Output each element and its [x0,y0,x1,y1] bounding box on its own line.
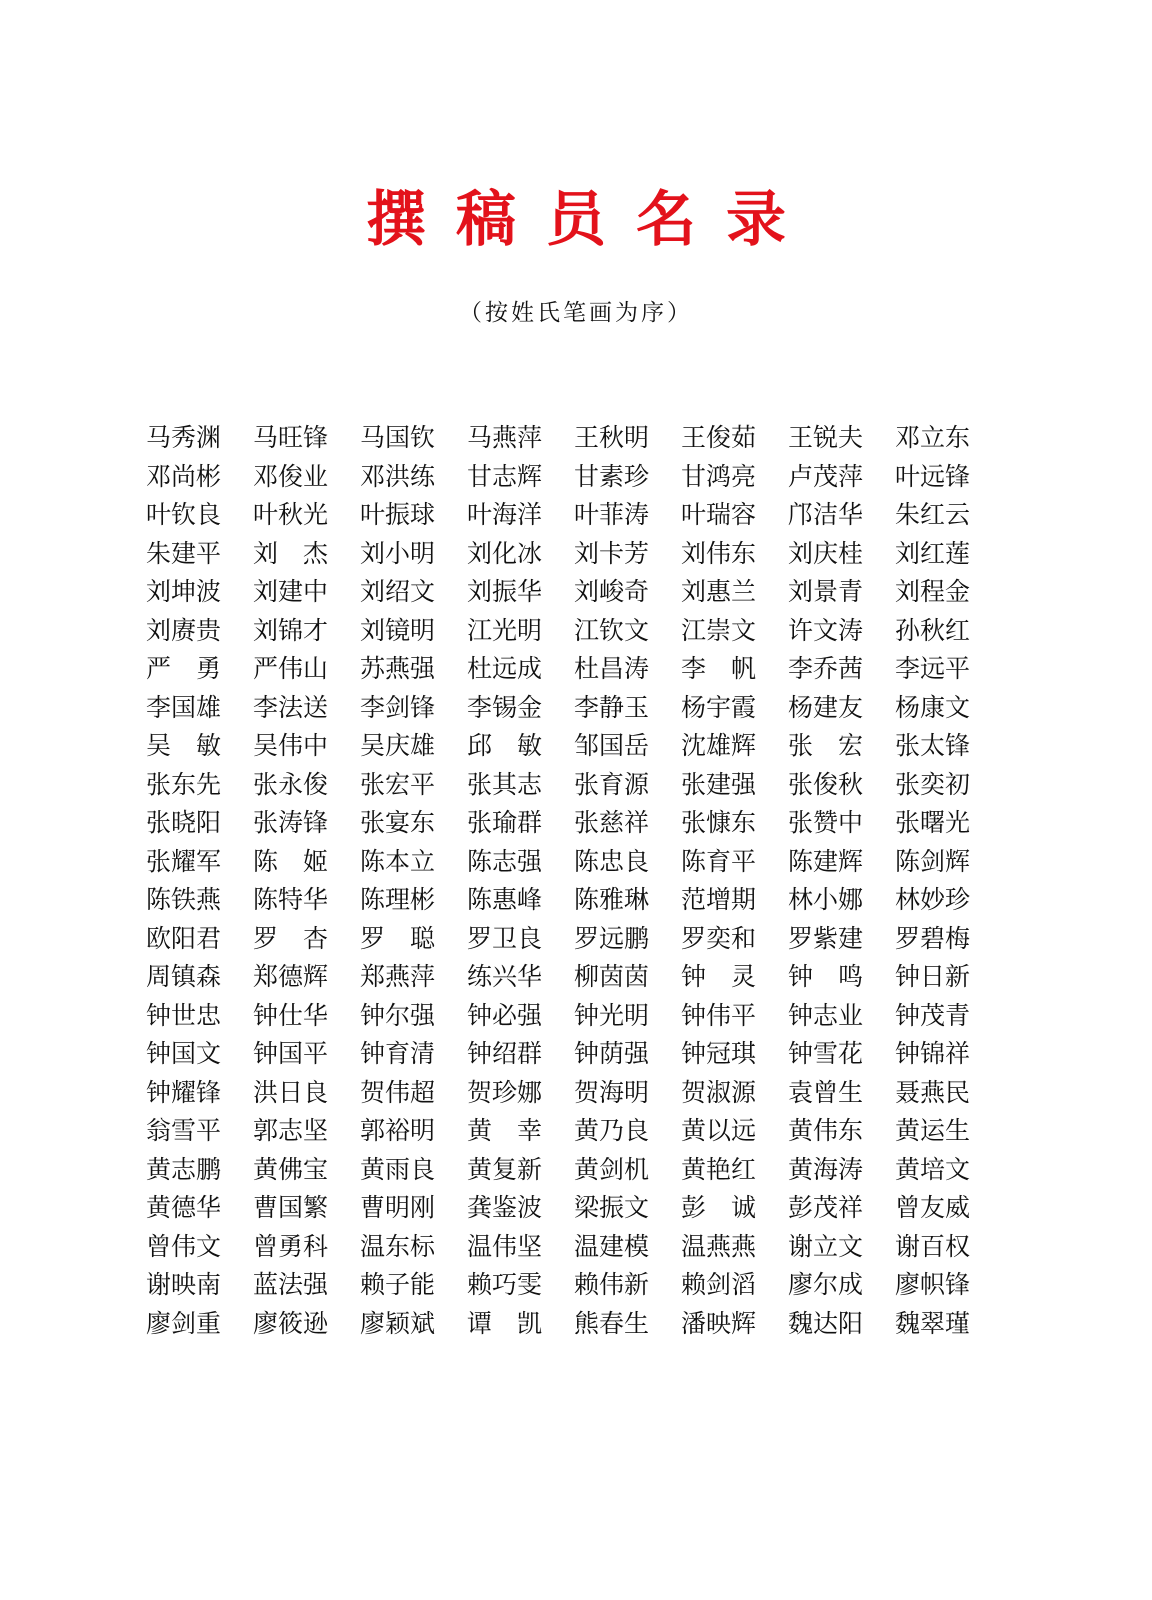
contributor-name: 钟耀锋 [146,1077,222,1107]
contributor-name: 曹国繁 [253,1193,329,1222]
contributor-name: 张宏平 [360,769,436,799]
contributor-name: 张 宏 [788,731,864,760]
contributor-name: 严 勇 [146,654,222,683]
contributor-name: 罗 杏 [253,923,329,953]
contributor-name: 叶钦良 [146,500,222,529]
contributor-name: 张建强 [681,769,757,799]
contributor-name: 陈育平 [681,846,757,876]
contributor-name: 马国钦 [360,423,436,452]
contributor-name: 陈铁燕 [146,885,222,914]
contributor-name: 苏燕强 [360,654,436,683]
contributor-name: 张东先 [146,769,222,799]
contributor-name: 张耀军 [146,846,222,876]
contributor-name: 叶振球 [360,500,436,529]
contributor-name: 张瑜群 [467,808,543,837]
contributor-name: 熊春生 [574,1308,650,1338]
contributor-name: 黄雨良 [360,1154,436,1184]
contributor-name: 贺海明 [574,1077,650,1107]
contributor-name: 钟锦祥 [895,1039,971,1068]
contributor-name: 甘素珍 [574,461,650,491]
contributor-name: 张曙光 [895,808,971,837]
contributor-name: 杨建友 [788,692,864,722]
contributor-name: 蓝法强 [253,1270,329,1299]
contributor-name: 刘振华 [467,577,543,606]
contributor-name: 黄 幸 [467,1116,543,1145]
contributor-name: 彭 诚 [681,1193,757,1222]
contributor-name: 钟伟平 [681,1000,757,1030]
contributor-name: 罗 聪 [360,923,436,953]
contributor-name: 廖帜锋 [895,1270,971,1299]
contributor-name: 杨宇霞 [681,692,757,722]
contributor-name: 叶海洋 [467,500,543,529]
contributor-name: 王锐夫 [788,423,864,452]
contributor-name: 许文涛 [788,615,864,645]
contributor-name: 陈建辉 [788,846,864,876]
contributor-name: 陈忠良 [574,846,650,876]
contributor-name: 郭志坚 [253,1116,329,1145]
contributor-name: 钟日新 [895,962,971,991]
contributor-name: 刘化冰 [467,538,543,568]
contributor-name: 钟尔强 [360,1000,436,1030]
contributor-name: 廖筱逊 [253,1308,329,1338]
contributor-name: 黄德华 [146,1193,222,1222]
contributor-name: 张俊秋 [788,769,864,799]
contributor-name: 张赞中 [788,808,864,837]
contributor-name-list [146,419,1002,1343]
contributor-name: 张其志 [467,769,543,799]
contributor-name: 邓洪练 [360,461,436,491]
contributor-name: 江崇文 [681,615,757,645]
contributor-name: 陈剑辉 [895,846,971,876]
contributor-name: 赖巧雯 [467,1270,543,1299]
contributor-name: 聂燕民 [895,1077,971,1107]
contributor-name: 谭 凯 [467,1308,543,1338]
contributor-name: 孙秋红 [895,615,971,645]
contributor-name: 张涛锋 [253,808,329,837]
contributor-name: 杨康文 [895,692,971,722]
contributor-name: 黄海涛 [788,1154,864,1184]
contributor-name: 刘伟东 [681,538,757,568]
contributor-name: 邓尚彬 [146,461,222,491]
contributor-name: 廖颖斌 [360,1308,436,1338]
contributor-name: 李远平 [895,654,971,683]
contributor-name: 王俊茹 [681,423,757,452]
contributor-name: 梁振文 [574,1193,650,1222]
contributor-name: 黄志鹏 [146,1154,222,1184]
contributor-name: 温建模 [574,1231,650,1261]
contributor-name: 谢百权 [895,1231,971,1261]
contributor-name: 林小娜 [788,885,864,914]
contributor-name: 张宴东 [360,808,436,837]
contributor-name: 刘 杰 [253,538,329,568]
contributor-name: 邓俊业 [253,461,329,491]
contributor-name: 谢映南 [146,1270,222,1299]
contributor-name: 刘卡芳 [574,538,650,568]
contributor-name: 钟荫强 [574,1039,650,1068]
contributor-name: 钟国平 [253,1039,329,1068]
contributor-name: 张育源 [574,769,650,799]
contributor-name: 刘程金 [895,577,971,606]
contributor-name: 吴伟中 [253,731,329,760]
contributor-name: 钟志业 [788,1000,864,1030]
contributor-name: 钟光明 [574,1000,650,1030]
contributor-name: 柳茵茵 [574,962,650,991]
contributor-name: 江光明 [467,615,543,645]
contributor-name: 沈雄辉 [681,731,757,760]
contributor-name: 钟仕华 [253,1000,329,1030]
contributor-name: 龚鉴波 [467,1193,543,1222]
contributor-name: 郭裕明 [360,1116,436,1145]
contributor-name: 张慈祥 [574,808,650,837]
contributor-name: 陈惠峰 [467,885,543,914]
contributor-name: 潘映辉 [681,1308,757,1338]
contributor-name: 吴庆雄 [360,731,436,760]
contributor-name: 李 帆 [681,654,757,683]
contributor-name: 李法送 [253,692,329,722]
contributor-name: 黄运生 [895,1116,971,1145]
contributor-name: 吴 敏 [146,731,222,760]
page-title: 撰稿员名录 [366,185,816,255]
contributor-name: 邱 敏 [467,731,543,760]
contributor-name: 曾伟文 [146,1231,222,1261]
contributor-name: 张永俊 [253,769,329,799]
contributor-name: 杜远成 [467,654,543,683]
contributor-name: 朱红云 [895,500,971,529]
contributor-name: 贺珍娜 [467,1077,543,1107]
contributor-name: 罗碧梅 [895,923,971,953]
contributor-name: 温燕燕 [681,1231,757,1261]
contributor-name: 钟育清 [360,1039,436,1068]
contributor-name: 钟 鸣 [788,962,864,991]
contributor-name: 刘锦才 [253,615,329,645]
contributor-name: 钟绍群 [467,1039,543,1068]
contributor-name: 刘镜明 [360,615,436,645]
contributor-name: 廖剑重 [146,1308,222,1338]
contributor-name: 黄复新 [467,1154,543,1184]
contributor-name: 叶远锋 [895,461,971,491]
contributor-name: 钟国文 [146,1039,222,1068]
contributor-name: 李剑锋 [360,692,436,722]
contributor-name: 黄乃良 [574,1116,650,1145]
contributor-name: 林妙珍 [895,885,971,914]
contributor-name: 刘庆桂 [788,538,864,568]
contributor-name: 邝洁华 [788,500,864,529]
contributor-name: 贺淑源 [681,1077,757,1107]
contributor-name: 陈志强 [467,846,543,876]
contributor-name: 魏达阳 [788,1308,864,1338]
contributor-name: 邹国岳 [574,731,650,760]
contributor-name: 翁雪平 [146,1116,222,1145]
contributor-name: 周镇森 [146,962,222,991]
contributor-name: 洪日良 [253,1077,329,1107]
contributor-name: 赖子能 [360,1270,436,1299]
contributor-name: 刘惠兰 [681,577,757,606]
contributor-name: 黄以远 [681,1116,757,1145]
contributor-name: 曾勇科 [253,1231,329,1261]
contributor-name: 欧阳君 [146,923,222,953]
contributor-name: 温伟坚 [467,1231,543,1261]
contributor-name: 练兴华 [467,962,543,991]
contributor-name: 罗紫建 [788,923,864,953]
contributor-name: 马秀渊 [146,423,222,452]
contributor-name: 钟茂青 [895,1000,971,1030]
contributor-name: 张慷东 [681,808,757,837]
contributor-name: 罗奕和 [681,923,757,953]
contributor-name: 黄佛宝 [253,1154,329,1184]
contributor-name: 马燕萍 [467,423,543,452]
contributor-name: 马旺锋 [253,423,329,452]
contributor-name: 郑德辉 [253,962,329,991]
contributor-name: 刘赓贵 [146,615,222,645]
contributor-name: 陈理彬 [360,885,436,914]
contributor-name: 郑燕萍 [360,962,436,991]
contributor-name: 钟冠琪 [681,1039,757,1068]
contributor-name: 罗远鹏 [574,923,650,953]
contributor-name: 邓立东 [895,423,971,452]
contributor-name: 贺伟超 [360,1077,436,1107]
contributor-name: 范增期 [681,885,757,914]
contributor-name: 陈雅琳 [574,885,650,914]
contributor-name: 王秋明 [574,423,650,452]
contributor-name: 严伟山 [253,654,329,683]
contributor-name: 刘小明 [360,538,436,568]
contributor-name: 袁曾生 [788,1077,864,1107]
contributor-name: 廖尔成 [788,1270,864,1299]
contributor-name: 黄伟东 [788,1116,864,1145]
contributor-name: 江钦文 [574,615,650,645]
contributor-name: 曹明刚 [360,1193,436,1222]
contributor-name: 李锡金 [467,692,543,722]
contributor-name: 李乔茜 [788,654,864,683]
contributor-name: 叶秋光 [253,500,329,529]
contributor-name: 黄艳红 [681,1154,757,1184]
contributor-name: 叶菲涛 [574,500,650,529]
contributor-name: 卢茂萍 [788,461,864,491]
contributor-name: 朱建平 [146,538,222,568]
contributor-name: 李静玉 [574,692,650,722]
contributor-name: 甘志辉 [467,461,543,491]
contributor-name: 陈本立 [360,846,436,876]
contributor-name: 钟世忠 [146,1000,222,1030]
contributor-name: 张奕初 [895,769,971,799]
contributor-name: 谢立文 [788,1231,864,1261]
contributor-name: 张晓阳 [146,808,222,837]
contributor-name: 钟 灵 [681,962,757,991]
contributor-name: 甘鸿亮 [681,461,757,491]
contributor-name: 叶瑞容 [681,500,757,529]
contributor-name: 陈 姬 [253,846,329,876]
contributor-name: 张太锋 [895,731,971,760]
contributor-name: 彭茂祥 [788,1193,864,1222]
contributor-name: 刘景青 [788,577,864,606]
contributor-name: 赖剑滔 [681,1270,757,1299]
contributor-name: 温东标 [360,1231,436,1261]
contributor-name: 李国雄 [146,692,222,722]
contributor-name: 魏翠瑾 [895,1308,971,1338]
contributor-name: 曾友威 [895,1193,971,1222]
contributor-name: 黄剑机 [574,1154,650,1184]
contributor-name: 黄培文 [895,1154,971,1184]
contributor-name: 陈特华 [253,885,329,914]
contributor-name: 刘建中 [253,577,329,606]
page-subtitle: （按姓氏笔画为序） [459,300,693,326]
contributor-name: 刘红莲 [895,538,971,568]
contributor-name: 钟雪花 [788,1039,864,1068]
contributor-name: 刘峻奇 [574,577,650,606]
contributor-name: 刘坤波 [146,577,222,606]
contributor-name: 刘绍文 [360,577,436,606]
contributor-name: 罗卫良 [467,923,543,953]
contributor-name: 钟必强 [467,1000,543,1030]
contributor-name: 赖伟新 [574,1270,650,1299]
contributor-name: 杜昌涛 [574,654,650,683]
